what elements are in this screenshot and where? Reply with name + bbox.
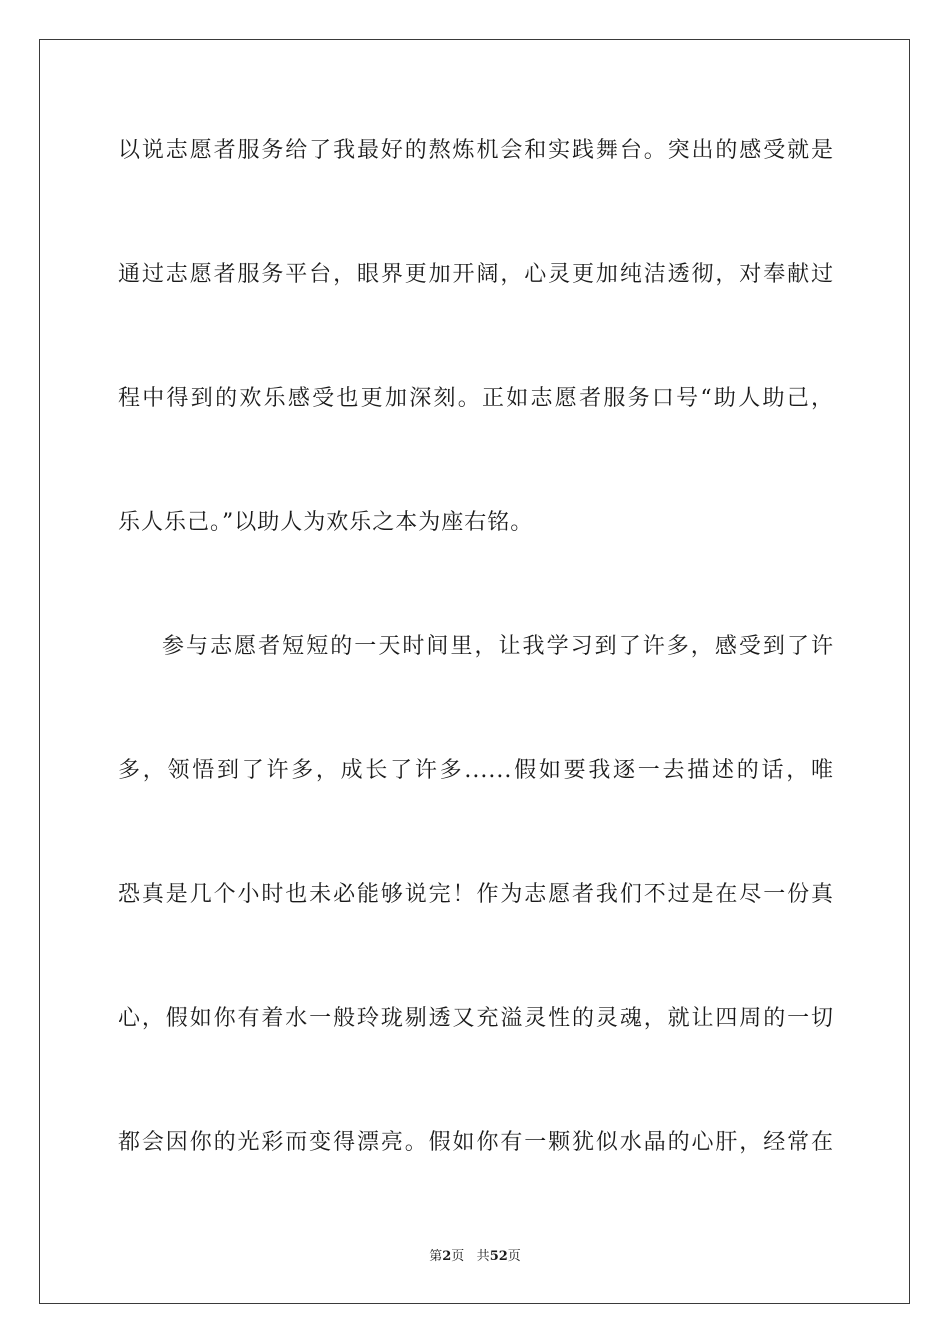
page-footer (0, 1247, 950, 1267)
footer-page-number: 2 (442, 1249, 452, 1264)
footer-page-suffix: 页 (451, 1249, 465, 1264)
paragraph-line: 都会因你的光彩而变得漂亮。假如你有一颗犹似水晶的心肝，经常在 (118, 1130, 834, 1155)
footer-page-prefix: 第 (429, 1249, 443, 1264)
footer-total-pages: 52 (489, 1249, 508, 1264)
paragraph-line: 恐真是几个小时也未必能够说完！作为志愿者我们不过是在尽一份真 (118, 882, 834, 907)
paragraph-first-line: 参与志愿者短短的一天时间里，让我学习到了许多，感受到了许 (162, 634, 834, 659)
paragraph-line: 乐人乐己。”以助人为欢乐之本为座右铭。 (118, 510, 534, 535)
paragraph-line: 通过志愿者服务平台，眼界更加开阔，心灵更加纯洁透彻，对奉献过 (118, 262, 834, 287)
paragraph-line: 多，领悟到了许多，成长了许多......假如要我逐一去描述的话，唯 (118, 758, 834, 783)
paragraph-line: 以说志愿者服务给了我最好的熬炼机会和实践舞台。突出的感受就是 (118, 138, 834, 163)
paragraph-line: 心，假如你有着水一般玲珑剔透又充溢灵性的灵魂，就让四周的一切 (118, 1006, 834, 1031)
footer-total-suffix: 页 (507, 1249, 521, 1264)
page-border (39, 39, 910, 1304)
paragraph-line: 程中得到的欢乐感受也更加深刻。正如志愿者服务口号“助人助己， (118, 386, 834, 411)
footer-total-prefix: 共 (476, 1249, 490, 1264)
